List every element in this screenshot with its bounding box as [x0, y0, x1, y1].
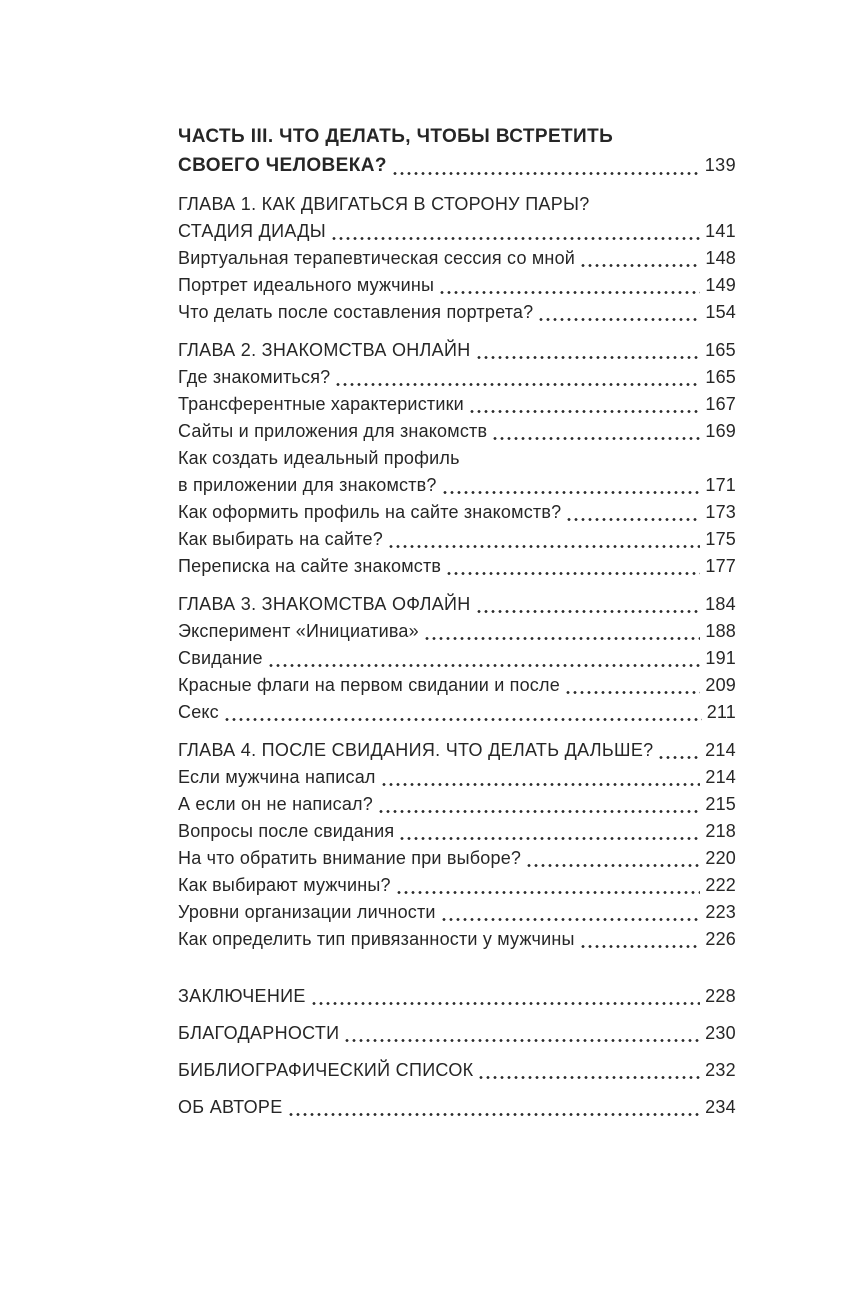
toc-entry-page-number: 223	[705, 902, 736, 922]
dot-leader	[479, 1075, 700, 1080]
toc-entry-title: ГЛАВА 4. ПОСЛЕ СВИДАНИЯ. ЧТО ДЕЛАТЬ ДАЛЬШЕ?	[178, 740, 654, 760]
toc-entry-row	[178, 272, 736, 299]
toc-entry-title: Портрет идеального мужчины	[178, 275, 435, 295]
toc-entry-row	[178, 245, 736, 272]
toc-entry-page-number: 169	[705, 421, 736, 441]
toc-entry-title-line: ЧАСТЬ III. ЧТО ДЕЛАТЬ, ЧТОБЫ ВСТРЕТИТЬ	[178, 126, 614, 147]
dot-leader	[566, 690, 700, 695]
dot-leader	[382, 782, 701, 787]
toc-entry	[178, 418, 736, 445]
toc-entry-row	[178, 364, 736, 391]
toc-entry	[178, 272, 736, 299]
toc-entry	[178, 445, 736, 499]
toc-entry	[178, 899, 736, 926]
toc-entry-row	[178, 499, 736, 526]
toc-entry-row	[178, 391, 736, 418]
toc-entry-row	[178, 618, 736, 645]
toc-entry-page-number: 222	[705, 875, 736, 895]
toc-entry	[178, 672, 736, 699]
dot-leader	[447, 571, 700, 576]
toc-entry-row	[178, 983, 736, 1010]
toc-entry-title: Как выбирать на сайте?	[178, 529, 383, 549]
toc-entry-title: ГЛАВА 2. ЗНАКОМСТВА ОНЛАЙН	[178, 340, 471, 360]
toc-entry-page-number: 175	[705, 529, 736, 549]
toc-entry-row	[178, 591, 736, 618]
dot-leader	[393, 171, 700, 176]
toc-entry-title: СТАДИЯ ДИАДЫ	[178, 221, 326, 241]
toc-entry-title: Переписка на сайте знакомств	[178, 556, 442, 576]
toc-entry	[178, 553, 736, 580]
toc-entry	[178, 191, 736, 245]
toc-entry	[178, 364, 736, 391]
toc-entry-page-number: 226	[705, 929, 736, 949]
toc-entry-row	[178, 526, 736, 553]
toc-entry-page-number: 167	[705, 394, 736, 414]
dot-leader	[470, 409, 700, 414]
toc-entry-title: Трансферентные характеристики	[178, 394, 464, 414]
toc-entry-page-number: 171	[705, 475, 736, 495]
toc-entry-page-number: 215	[705, 794, 736, 814]
toc-entry-row	[178, 418, 736, 445]
toc-entry	[178, 926, 736, 953]
toc-entry-page-number: 230	[705, 1023, 736, 1043]
toc-entry-title: Если мужчина написал	[178, 767, 376, 787]
dot-leader	[477, 355, 701, 360]
dot-leader	[289, 1112, 701, 1117]
toc-entry	[178, 591, 736, 618]
dot-leader	[400, 836, 700, 841]
toc-entry-row	[178, 1057, 736, 1084]
toc-entry-title: ГЛАВА 3. ЗНАКОМСТВА ОФЛАЙН	[178, 594, 471, 614]
toc-entry-row	[178, 553, 736, 580]
toc-entry-title: ОБ АВТОРЕ	[178, 1097, 283, 1117]
toc-entry-title: Что делать после составления портрета?	[178, 302, 534, 322]
toc-entry-page-number: 177	[705, 556, 736, 576]
toc-entry-row	[178, 699, 736, 726]
toc-entry-title: Эксперимент «Инициатива»	[178, 621, 419, 641]
dot-leader	[397, 890, 701, 895]
toc-entry-page-number: 188	[705, 621, 736, 641]
toc-entry-page-number: 218	[705, 821, 736, 841]
toc-entry-page-number: 165	[705, 367, 736, 387]
dot-leader	[269, 663, 701, 668]
toc-entry	[178, 818, 736, 845]
toc-entry-title: Как оформить профиль на сайте знакомств?	[178, 502, 562, 522]
toc-entry-title: Уровни организации личности	[178, 902, 436, 922]
toc-entry-page-number: 214	[705, 740, 736, 760]
toc-entry-page-number: 232	[705, 1060, 736, 1080]
toc-entry-page-number: 234	[705, 1097, 736, 1117]
toc-entry-title: в приложении для знакомств?	[178, 475, 437, 495]
toc-entry-page-number: 154	[705, 302, 736, 322]
toc-entry-title-line: Как создать идеальный профиль	[178, 448, 460, 468]
toc-entry-title: Свидание	[178, 648, 263, 668]
toc-entry	[178, 1020, 736, 1047]
toc-entry-page-number: 184	[705, 594, 736, 614]
toc	[178, 122, 736, 1121]
toc-entry-title: Вопросы после свидания	[178, 821, 395, 841]
toc-entry	[178, 645, 736, 672]
toc-entry-row	[178, 672, 736, 699]
toc-entry-row	[178, 818, 736, 845]
dot-leader	[581, 263, 700, 268]
toc-entry-row	[178, 1094, 736, 1121]
toc-entry-row	[178, 764, 736, 791]
toc-entry-row	[178, 845, 736, 872]
toc-entry-page-number: 149	[705, 275, 736, 295]
toc-entry-title-line: ГЛАВА 1. КАК ДВИГАТЬСЯ В СТОРОНУ ПАРЫ?	[178, 194, 590, 214]
dot-leader	[336, 382, 700, 387]
toc-entry	[178, 618, 736, 645]
toc-entry	[178, 737, 736, 764]
toc-entry-row	[178, 218, 736, 245]
toc-entry-row	[178, 926, 736, 953]
toc-entry-title: Как определить тип привязанности у мужчины	[178, 929, 575, 949]
toc-entry-row	[178, 151, 736, 180]
dot-leader	[581, 944, 701, 949]
toc-entry-title: БЛАГОДАРНОСТИ	[178, 1023, 340, 1043]
toc-entry-title: СВОЕГО ЧЕЛОВЕКА?	[178, 155, 387, 176]
dot-leader	[477, 609, 700, 614]
dot-leader	[527, 863, 700, 868]
toc-entry-title: Красные флаги на первом свидании и после	[178, 675, 560, 695]
toc-entry-page-number: 148	[705, 248, 736, 268]
toc-entry-title: На что обратить внимание при выборе?	[178, 848, 522, 868]
toc-entry-row	[178, 645, 736, 672]
toc-entry	[178, 391, 736, 418]
dot-leader	[225, 717, 702, 722]
toc-entry-row	[178, 337, 736, 364]
toc-entry-page-number: 214	[705, 767, 736, 787]
toc-entry-row	[178, 791, 736, 818]
toc-entry-title: Виртуальная терапевтическая сессия со мной	[178, 248, 576, 268]
toc-entry-title: Сайты и приложения для знакомств	[178, 421, 488, 441]
dot-leader	[539, 317, 700, 322]
toc-entry-row	[178, 872, 736, 899]
toc-entry	[178, 499, 736, 526]
toc-entry-page-number: 173	[705, 502, 736, 522]
toc-entry-title: Где знакомиться?	[178, 367, 331, 387]
toc-entry	[178, 872, 736, 899]
dot-leader	[312, 1001, 700, 1006]
toc-entry	[178, 791, 736, 818]
toc-entry-row	[178, 737, 736, 764]
toc-entry	[178, 337, 736, 364]
toc-entry	[178, 245, 736, 272]
dot-leader	[389, 544, 700, 549]
toc-entry	[178, 699, 736, 726]
toc-entry-row	[178, 299, 736, 326]
toc-entry-title: А если он не написал?	[178, 794, 373, 814]
dot-leader	[493, 436, 700, 441]
toc-entry-page-number: 139	[704, 155, 736, 175]
dot-leader	[443, 490, 701, 495]
toc-entry-title: Секс	[178, 702, 219, 722]
toc-entry	[178, 845, 736, 872]
dot-leader	[345, 1038, 700, 1043]
toc-entry-page-number: 209	[705, 675, 736, 695]
toc-entry-page-number: 165	[705, 340, 736, 360]
toc-entry-page-number: 228	[705, 986, 736, 1006]
toc-entry-page-number: 220	[705, 848, 736, 868]
toc-entry-page-number: 141	[705, 221, 736, 241]
toc-entry-row	[178, 1020, 736, 1047]
dot-leader	[379, 809, 700, 814]
toc-entry-row	[178, 899, 736, 926]
dot-leader	[332, 236, 700, 241]
toc-entry-title: ЗАКЛЮЧЕНИЕ	[178, 986, 306, 1006]
toc-entry-title: БИБЛИОГРАФИЧЕСКИЙ СПИСОК	[178, 1060, 474, 1080]
toc-entry	[178, 299, 736, 326]
toc-entry-page-number: 211	[706, 702, 736, 722]
dot-leader	[425, 636, 701, 641]
toc-entry	[178, 764, 736, 791]
toc-entry-page-number: 191	[705, 648, 736, 668]
toc-entry	[178, 1057, 736, 1084]
toc-entry-title: Как выбирают мужчины?	[178, 875, 391, 895]
dot-leader	[567, 517, 700, 522]
toc-entry	[178, 526, 736, 553]
toc-entry	[178, 983, 736, 1010]
toc-entry	[178, 1094, 736, 1121]
dot-leader	[659, 755, 700, 760]
dot-leader	[442, 917, 701, 922]
toc-entry-row	[178, 472, 736, 499]
dot-leader	[440, 290, 700, 295]
toc-entry	[178, 122, 736, 180]
